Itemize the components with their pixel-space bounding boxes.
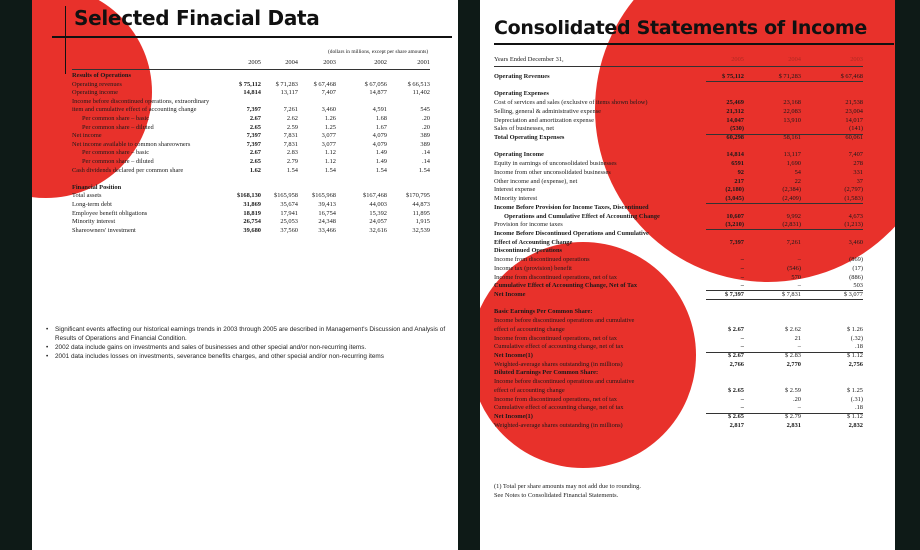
row-value: 58,161 — [783, 134, 801, 142]
row-label: Net Income(1) — [494, 352, 533, 360]
row-value: 22,083 — [783, 107, 801, 115]
row-value: $165,958 — [274, 192, 298, 200]
row-value: – — [740, 256, 744, 264]
row-value: 11,895 — [412, 209, 430, 217]
row-value: 2.79 — [286, 158, 298, 165]
row-label: Operating Expenses — [494, 90, 549, 98]
row-value: 1.54 — [418, 166, 430, 174]
row-value: 14,017 — [845, 116, 863, 124]
row-value: 32,539 — [412, 226, 430, 234]
row-value: 54 — [794, 168, 801, 176]
row-value: (546) — [787, 264, 801, 272]
row-value: 7,261 — [283, 106, 298, 114]
row-label: Income before discontinued operations and cumulative — [494, 317, 635, 325]
page-title: Consolidated Statements of Income — [494, 17, 867, 39]
row-value: 7,397 — [246, 106, 261, 114]
row-value: 16,754 — [318, 209, 336, 217]
row-label: Basic Earnings Per Common Share: — [494, 308, 593, 316]
row-value: 3,460 — [848, 238, 863, 246]
row-value: 2,831 — [786, 421, 801, 429]
row-value: .14 — [422, 158, 430, 165]
row-value: 23,004 — [845, 107, 863, 115]
row-label: Sales of businesses, net — [494, 125, 554, 133]
row-label: Other income and (expense), net — [494, 177, 578, 185]
row-value: $ 1.12 — [847, 352, 863, 360]
title-rule — [52, 36, 452, 38]
row-label: Net Income(1) — [494, 413, 533, 421]
footnote-item: • 2002 data include gains on investments and sales of businesses and other special and/or non-recurring items. — [46, 344, 446, 353]
row-value: 570 — [791, 273, 801, 281]
footnote-line: (1) Total per share amounts may not add due to rounding. — [494, 483, 641, 490]
row-value: 17,941 — [280, 209, 298, 217]
statement-footnotes — [494, 482, 641, 500]
row-value: 6591 — [731, 160, 744, 168]
years-label: Years Ended December 31, — [494, 56, 564, 63]
row-value: 21,312 — [726, 107, 744, 115]
row-label: Operating income — [72, 89, 118, 97]
row-value: 2,766 — [729, 360, 744, 368]
header-rule — [494, 66, 863, 67]
row-label: Equity in earnings of unconsolidated businesses — [494, 160, 617, 168]
row-label: Per common share – basic — [82, 115, 150, 122]
row-value: 14,814 — [726, 151, 744, 159]
row-value: 3,077 — [321, 132, 336, 140]
row-value: 10,607 — [726, 212, 744, 220]
row-label: Income Before Provision for Income Taxes, Discontinued — [494, 203, 649, 211]
row-label: Net income available to common shareowners — [72, 140, 191, 148]
row-label: Operations and Cumulative Effect of Accounting Change — [504, 212, 660, 220]
row-value: – — [740, 395, 744, 403]
row-value: 22 — [794, 177, 801, 185]
row-value: 32,616 — [369, 226, 387, 234]
row-value: (1,583) — [844, 195, 863, 203]
row-value: 39,680 — [243, 226, 261, 234]
row-value: 1.54 — [375, 166, 387, 174]
row-value: – — [740, 264, 744, 272]
row-value: 3,460 — [321, 106, 336, 114]
row-value: – — [740, 404, 744, 412]
row-label: effect of accounting change — [494, 325, 565, 333]
row-value: 24,057 — [369, 218, 387, 226]
row-label: Per common share – diluted — [82, 123, 154, 131]
row-value: 7,261 — [786, 238, 801, 246]
row-value: 4,673 — [848, 212, 863, 220]
row-value: 1,915 — [415, 218, 430, 226]
row-value: 1.62 — [249, 166, 261, 174]
row-value: (2,180) — [725, 186, 744, 194]
row-label: Operating Income — [494, 151, 544, 159]
row-value: 24,348 — [318, 218, 336, 226]
row-label: Cost of services and sales (exclusive of items shown below) — [494, 99, 648, 107]
total-underline — [706, 203, 863, 204]
row-value: $ 2.65 — [728, 386, 744, 394]
year-column-header: 2003 — [850, 56, 863, 63]
row-value: 2.59 — [286, 123, 298, 131]
row-value: 15,392 — [369, 209, 387, 217]
row-label: Provision for income taxes — [494, 221, 563, 229]
row-value: $170,795 — [406, 192, 430, 200]
row-label: Income tax (provision) benefit — [494, 264, 572, 272]
row-value: $ 2.83 — [785, 352, 801, 360]
row-value: – — [740, 343, 744, 351]
row-label: Income from other unconsolidated businesses — [494, 168, 611, 176]
row-value: 2.67 — [249, 115, 261, 122]
row-label: Net income — [72, 132, 102, 140]
total-underline — [706, 299, 863, 300]
row-label: effect of accounting change — [494, 386, 565, 394]
row-value: 14,814 — [243, 89, 261, 97]
row-label: Effect of Accounting Change — [494, 238, 573, 246]
year-column-header: 2002 — [374, 59, 387, 66]
row-value: 18,819 — [243, 209, 261, 217]
row-value: 1.25 — [324, 123, 336, 131]
right-page — [480, 0, 895, 550]
row-value: 3,077 — [321, 140, 336, 148]
row-value: 11,402 — [412, 89, 430, 97]
row-label: Per common share – diluted — [82, 158, 154, 165]
row-value: 9,992 — [786, 212, 801, 220]
row-value: 2,832 — [848, 421, 863, 429]
year-column-header: 2004 — [788, 56, 801, 63]
row-value: $167,468 — [363, 192, 387, 200]
row-value: 25,469 — [726, 99, 744, 107]
row-value: 7,407 — [321, 89, 336, 97]
row-value: $ 2.65 — [728, 413, 744, 421]
row-value: $ 75,112 — [721, 73, 744, 80]
row-label: item and cumulative effect of accounting change — [72, 106, 197, 114]
row-value: 26,754 — [243, 218, 261, 226]
row-label: Income before discontinued operations and cumulative — [494, 378, 635, 386]
row-value: 92 — [737, 168, 744, 176]
row-value: 60,298 — [726, 134, 744, 142]
row-label: Operating Revenues — [494, 73, 550, 80]
row-value: 7,407 — [848, 151, 863, 159]
row-value: (2,831) — [782, 221, 801, 229]
row-label: Income from discontinued operations, net of tax — [494, 395, 617, 403]
year-column-header: 2003 — [323, 59, 336, 66]
row-value: $ 2.79 — [785, 413, 801, 421]
row-value: .20 — [793, 395, 801, 403]
row-value: – — [740, 334, 744, 342]
row-value: $ 66,513 — [407, 80, 430, 88]
units-note: (dollars in millions, except per share amounts) — [328, 49, 429, 55]
row-value: (2,384) — [782, 186, 801, 194]
row-value: 37,560 — [280, 226, 298, 234]
row-value: (.32) — [850, 334, 863, 342]
crop-line — [65, 6, 66, 74]
row-value: 1.12 — [324, 158, 336, 165]
row-value: – — [797, 282, 801, 290]
row-value: 545 — [420, 106, 430, 114]
row-label: Total assets — [72, 192, 102, 200]
row-value: (530) — [730, 125, 744, 133]
year-column-header: 2004 — [285, 59, 298, 66]
row-value: (141) — [849, 125, 863, 133]
row-label: Cumulative Effect of Accounting Change, Net of Tax — [494, 282, 638, 290]
row-label: Depreciation and amortization expense — [494, 116, 594, 124]
row-label: Per common share – basic — [82, 149, 150, 157]
row-value: $ 7,397 — [724, 291, 744, 298]
row-value: (869) — [849, 256, 863, 264]
row-value: 503 — [853, 282, 863, 290]
row-value: 44,003 — [369, 201, 387, 208]
row-value: $ 1.12 — [847, 413, 863, 421]
row-value: 7,397 — [246, 140, 261, 148]
footnote-item: • Significant events affecting our historical earnings trends in 2003 through 2005 are described in Management's Discussion and Analysis of Results of Operations and Financial Condition. — [46, 326, 446, 343]
row-value: $ 67,468 — [840, 73, 863, 80]
row-value: $ 2.67 — [728, 325, 744, 333]
row-value: 1.54 — [324, 166, 336, 174]
row-value: 4,079 — [372, 132, 387, 140]
row-value: 331 — [853, 168, 863, 176]
row-value: $ 71,283 — [275, 80, 298, 88]
footnote-line: See Notes to Consolidated Financial Statements. — [494, 492, 619, 499]
row-label: Shareowners' investment — [72, 226, 136, 234]
row-label: Weighted-average shares outstanding (in millions) — [494, 360, 623, 368]
row-value: (3,045) — [725, 195, 744, 203]
total-underline — [706, 229, 863, 230]
row-value: 33,466 — [318, 226, 336, 234]
row-value: 39,413 — [318, 201, 336, 208]
year-column-header: 2005 — [731, 56, 744, 63]
row-value: 2.83 — [286, 149, 298, 157]
row-label: Income before discontinued operations, extraordinary — [72, 97, 210, 105]
row-value: 1.49 — [375, 149, 387, 157]
row-value: 44,873 — [412, 201, 430, 208]
row-value: .18 — [855, 404, 863, 412]
row-value: $ 71,283 — [778, 73, 801, 80]
left-page — [32, 0, 458, 550]
row-value: 37 — [856, 177, 863, 185]
row-value: 21,538 — [845, 99, 863, 107]
row-value: 4,079 — [372, 140, 387, 148]
row-label: Financial Position — [72, 183, 122, 191]
row-value: $ 3,077 — [843, 291, 863, 298]
row-value: 4,591 — [372, 106, 387, 114]
row-label: Interest expense — [494, 186, 536, 194]
row-value: 2,817 — [729, 421, 744, 429]
row-value: 31,869 — [243, 201, 261, 208]
row-value: (1,213) — [844, 221, 863, 229]
row-value: 2,770 — [786, 360, 801, 368]
row-value: 13,117 — [783, 151, 801, 159]
row-value: 60,061 — [845, 134, 863, 142]
row-label: Operating revenues — [72, 80, 122, 88]
row-value: $ 2.67 — [728, 352, 744, 360]
row-value: 7,831 — [283, 140, 298, 148]
row-value: 7,831 — [283, 132, 298, 140]
row-value: 13,910 — [783, 116, 801, 124]
row-value: – — [797, 256, 801, 264]
row-label: Net Income — [494, 291, 526, 298]
row-value: 7,397 — [729, 238, 744, 246]
row-label: Discontinued Operations — [494, 247, 562, 255]
total-underline — [706, 81, 863, 82]
row-value: $ 2.62 — [785, 325, 801, 333]
row-value: 13,117 — [280, 89, 298, 97]
year-column-header: 2001 — [417, 59, 430, 66]
footnote-item: • 2001 data includes losses on investments, severance benefits charges, and other special and/or non-recurring items — [46, 353, 446, 362]
row-value: .14 — [422, 149, 430, 157]
row-value: 1.68 — [375, 115, 387, 122]
row-value: $ 1.26 — [847, 325, 863, 333]
row-label: Cumulative effect of accounting change, net of tax — [494, 404, 624, 412]
row-value: 23,168 — [783, 99, 801, 107]
row-label: Income from discontinued operations, net of tax — [494, 273, 617, 281]
row-value: 21 — [794, 334, 801, 342]
row-value: – — [740, 273, 744, 281]
year-column-header: 2005 — [248, 59, 261, 66]
row-label: Selling, general & administrative expense — [494, 107, 602, 115]
row-label: Total Operating Expenses — [494, 134, 565, 142]
row-value: 2.65 — [249, 123, 261, 131]
row-value: (2,797) — [844, 186, 863, 194]
row-value: $168,130 — [237, 192, 261, 200]
row-label: Long-term debt — [72, 201, 112, 208]
row-label: Minority interest — [72, 218, 116, 226]
row-label: Cumulative effect of accounting change, net of tax — [494, 343, 624, 351]
row-value: 1,690 — [786, 160, 801, 168]
row-value: 2,756 — [848, 360, 863, 368]
row-label: Weighted-average shares outstanding (in millions) — [494, 421, 623, 429]
row-value: $165,968 — [312, 192, 336, 200]
row-value: – — [797, 404, 801, 412]
row-value: (2,409) — [782, 195, 801, 203]
row-value: (3,210) — [725, 221, 744, 229]
row-value: 2.65 — [249, 158, 261, 165]
header-rule — [72, 69, 430, 70]
page-title: Selected Finacial Data — [74, 6, 320, 30]
row-label: Income from discontinued operations, net of tax — [494, 334, 617, 342]
row-value: 1.12 — [324, 149, 336, 157]
row-value: 1.49 — [375, 158, 387, 165]
row-label: Income from discontinued operations — [494, 256, 590, 264]
row-value: 14,047 — [726, 116, 744, 124]
row-value: 389 — [420, 140, 430, 148]
row-value: $ 75,112 — [238, 80, 261, 88]
row-label: Cash dividends declared per common share — [72, 166, 184, 174]
title-rule — [494, 43, 894, 45]
row-value: 2.67 — [249, 149, 261, 157]
row-value: 2.62 — [286, 115, 298, 122]
row-value: 1.26 — [324, 115, 336, 122]
row-label: Income Before Discontinued Operations and Cumulative — [494, 229, 649, 237]
row-label: Minority interest — [494, 195, 538, 203]
row-label: Results of Operations — [72, 72, 131, 79]
row-value: 7,397 — [246, 132, 261, 140]
row-value: .20 — [422, 115, 430, 122]
row-value: $ 1.25 — [847, 386, 863, 394]
row-value: 1.54 — [286, 166, 298, 174]
row-value: 217 — [734, 177, 744, 185]
row-value: $ 67,056 — [364, 80, 387, 88]
row-value: 1.67 — [375, 123, 387, 131]
row-value: (17) — [852, 264, 863, 272]
row-value: 25,053 — [280, 218, 298, 226]
row-value: – — [797, 343, 801, 351]
row-value: .20 — [422, 123, 430, 131]
row-label: Diluted Earnings Per Common Share: — [494, 369, 599, 377]
row-value: (.31) — [850, 395, 863, 403]
footnotes-list — [46, 326, 446, 362]
row-value: 14,877 — [369, 89, 387, 97]
row-value: .18 — [855, 343, 863, 351]
row-label: Employee benefit obligations — [72, 209, 148, 217]
row-value: 35,674 — [280, 201, 298, 208]
row-value: – — [740, 282, 744, 290]
row-value: 278 — [853, 160, 863, 168]
row-value: $ 2.59 — [785, 386, 801, 394]
row-value: $ 7,831 — [781, 291, 801, 298]
row-value: $ 67,468 — [313, 80, 336, 88]
row-value: 389 — [420, 132, 430, 140]
row-value: (886) — [849, 273, 863, 281]
